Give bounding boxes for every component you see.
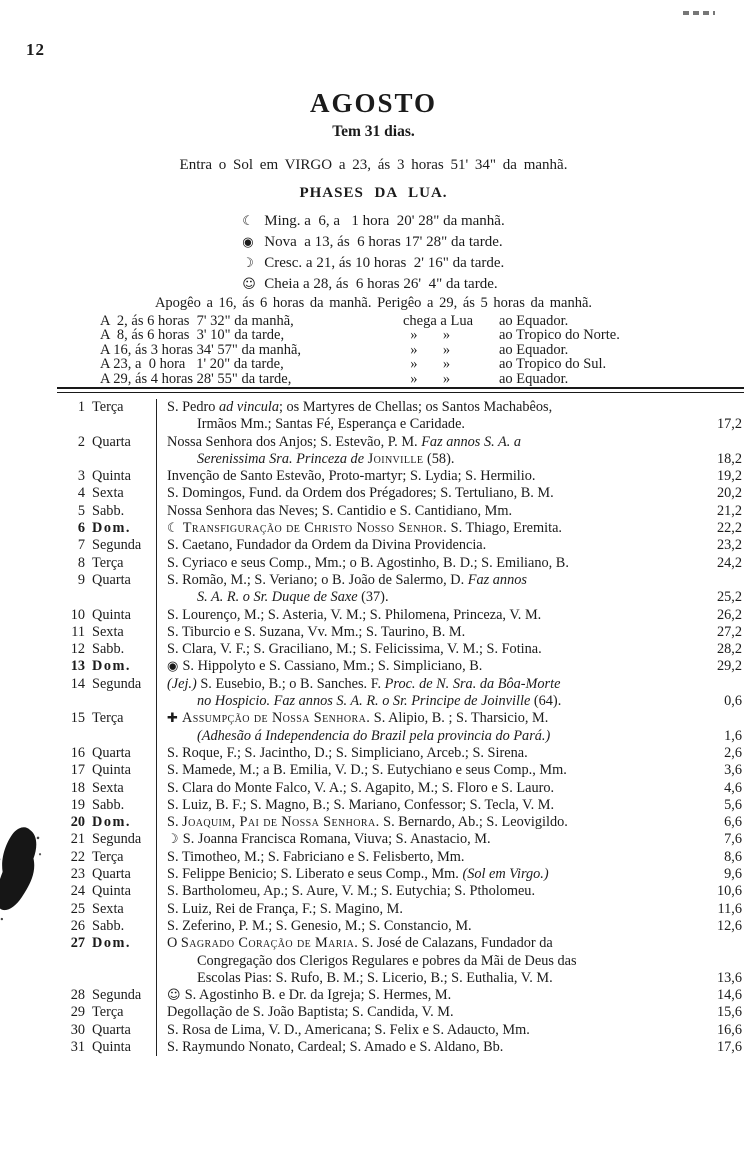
calendar-row <box>57 710 744 745</box>
moon-age-value: 26,2 <box>716 606 742 623</box>
calendar-row <box>57 780 744 797</box>
entry-text: (64). <box>530 693 562 710</box>
calendar-row <box>57 676 744 711</box>
entry-body <box>156 434 744 469</box>
day-number: 10 <box>70 606 85 623</box>
weekday-label: Terça <box>92 399 124 415</box>
day-number: 13 <box>70 658 85 675</box>
weekday-label: Quarta <box>92 571 131 588</box>
entry-text: S. Tiburcio e S. Suzana, Vv. Mm.; S. Taurino, B. M. <box>167 623 466 640</box>
calendar-row <box>57 555 744 572</box>
moon-position-ditto: » » <box>403 341 451 358</box>
entry-text: no Hospicio. Faz annos S. A. R. o Sr. Principe de Joinville <box>197 693 531 710</box>
moon-age-value: 11,6 <box>717 900 742 917</box>
calendar-row <box>57 658 744 675</box>
moon-age-value: 9,6 <box>724 866 742 883</box>
day-number: 19 <box>70 796 85 813</box>
day-number: 6 <box>77 520 85 537</box>
moon-age-value: 17,2 <box>716 416 742 433</box>
entry-text: S. Caetano, Fundador da Ordem da Divina Providencia. <box>167 537 487 554</box>
entry-text: Serenissima Sra. Princeza de <box>197 450 368 467</box>
day-number: 12 <box>70 641 85 658</box>
moon-age-value: 7,6 <box>724 831 742 848</box>
day-number: 11 <box>71 623 85 640</box>
weekday-label: Quinta <box>92 883 131 900</box>
weekday-label: Sexta <box>92 900 124 917</box>
calendar-row <box>57 399 744 434</box>
moon-age-value: 6,6 <box>724 814 742 831</box>
new-moon-icon: ◉ <box>242 235 254 250</box>
moon-age-value: 8,6 <box>724 848 742 865</box>
weekday-label: Quarta <box>92 744 131 761</box>
moon-age-value: 25,2 <box>716 589 742 606</box>
day-number: 5 <box>77 502 85 519</box>
moon-age-value: 13,6 <box>716 969 742 986</box>
weekday-label: Dom. <box>92 520 131 537</box>
cross-icon: ✚ <box>167 711 183 727</box>
entry-text: S. Hippolyto e S. Cassiano, Mm.; S. Simpliciano, B. <box>182 658 483 675</box>
moon-position-ditto: » » <box>403 327 451 344</box>
entry-line <box>167 883 742 900</box>
moon-phases-list <box>242 211 504 295</box>
entry-line <box>167 918 742 935</box>
entry-body <box>156 676 744 711</box>
entry-body <box>156 641 744 658</box>
moon-position-destination: ao Tropico do Norte. <box>499 327 620 344</box>
entry-line <box>167 658 742 675</box>
entry-text: (Jej.) <box>167 675 197 692</box>
moon-position-row <box>100 343 620 357</box>
entry-text: S. Felippe Benicio; S. Liberato e seus Comp., Mm. <box>167 866 463 883</box>
calendar-row <box>57 762 744 779</box>
entry-line <box>167 537 742 554</box>
moon-age-value: 15,6 <box>716 1004 742 1021</box>
weekday-label: Terça <box>92 554 124 571</box>
entry-body <box>156 607 744 624</box>
entry-text: Transfiguração de Christo Nosso Senhor. <box>182 520 448 537</box>
calendar-row <box>57 1004 744 1021</box>
entry-body <box>156 1004 744 1021</box>
weekday-label: Quinta <box>92 762 131 779</box>
calendar-row <box>57 935 744 987</box>
moon-age-value: 16,6 <box>716 1021 742 1038</box>
entry-text: S. Luiz, Rei de França, F.; S. Magino, M. <box>167 900 403 917</box>
double-rule-divider <box>57 387 744 393</box>
entry-text: Degollação de S. João Baptista; S. Candida, V. M. <box>167 1004 454 1021</box>
calendar-row <box>57 503 744 520</box>
entry-line <box>167 780 742 797</box>
calendar-row <box>57 918 744 935</box>
moon-position-destination: ao Equador. <box>499 341 569 358</box>
entry-line <box>167 762 742 779</box>
entry-line <box>167 831 742 848</box>
calendar-row <box>57 537 744 554</box>
entry-line <box>167 814 742 831</box>
calendar-row <box>57 434 744 469</box>
day-number: 27 <box>70 935 85 952</box>
entry-text: (Sol em Virgo.) <box>462 866 549 883</box>
entry-text: S. Bernardo, Ab.; S. Leovigildo. <box>379 814 568 831</box>
entry-text: S. Roque, F.; S. Jacintho, D.; S. Simpliciano, Arceb.; S. Sirena. <box>167 744 528 761</box>
moon-age-value: 2,6 <box>724 744 742 761</box>
calendar-row <box>57 624 744 641</box>
moon-position-row <box>100 314 620 328</box>
new-moon-icon: ◉ <box>167 659 183 675</box>
day-number: 16 <box>70 744 85 761</box>
entry-body <box>156 866 744 883</box>
entry-body <box>156 485 744 502</box>
day-number: 20 <box>70 814 85 831</box>
entry-text: Faz annos <box>467 571 527 588</box>
calendar-row <box>57 797 744 814</box>
entry-line <box>167 797 742 814</box>
moon-age-value: 12,6 <box>716 917 742 934</box>
day-number: 7 <box>77 537 85 554</box>
moon-position-destination: ao Equador. <box>499 370 569 387</box>
entry-text: S. Romão, M.; S. Veriano; o B. João de Salermo, D. <box>167 571 468 588</box>
entry-text: O <box>167 935 181 952</box>
calendar-row <box>57 987 744 1004</box>
moon-age-value: 14,6 <box>716 987 742 1004</box>
entry-text: Escolas Pias: S. Rufo, B. M.; S. Licerio, B.; S. Euthalia, V. M. <box>197 969 553 986</box>
moon-phase-line <box>242 253 504 274</box>
entry-text: S. Timotheo, M.; S. Fabriciano e S. Felisberto, Mm. <box>167 848 465 865</box>
entry-body <box>156 503 744 520</box>
calendar-row <box>57 1039 744 1056</box>
entry-text: S. Alipio, B. ; S. Tharsicio, M. <box>370 710 549 727</box>
moon-age-value: 4,6 <box>724 779 742 796</box>
moon-age-value: 17,6 <box>716 1038 742 1055</box>
entry-line <box>167 935 742 952</box>
moon-position-row <box>100 328 620 342</box>
moon-age-value: 22,2 <box>716 520 742 537</box>
entry-text: S. Rosa de Lima, V. D., Americana; S. Felix e S. Adaucto, Mm. <box>167 1021 530 1038</box>
day-number: 17 <box>70 762 85 779</box>
entry-line <box>167 849 742 866</box>
entry-body <box>156 624 744 641</box>
calendar-row <box>57 572 744 607</box>
ink-blot <box>0 822 47 934</box>
full-moon-icon: ☺ <box>242 277 256 292</box>
calendar-row <box>57 901 744 918</box>
moon-position-row <box>100 357 620 371</box>
entry-body <box>156 710 744 745</box>
crescent-moon-icon: ☽ <box>242 256 254 271</box>
day-number: 21 <box>70 831 85 848</box>
page-header <box>0 88 747 312</box>
moon-phase-text: Ming. a 6, a 1 hora 20' 28" da manhã. <box>264 213 505 229</box>
entry-line <box>167 728 742 745</box>
moon-position-ditto: » » <box>403 356 451 373</box>
entry-body <box>156 883 744 900</box>
weekday-label: Quinta <box>92 1038 131 1055</box>
sun-entry-line: Entra o Sol em VIRGO a 23, ás 3 horas 51' 34" da manhã. <box>179 157 568 173</box>
weekday-label: Quarta <box>92 1021 131 1038</box>
day-number: 24 <box>70 883 85 900</box>
calendar-table <box>57 399 744 1056</box>
entry-text: Joinville <box>367 450 424 467</box>
weekday-label: Segunda <box>92 831 142 848</box>
day-number: 2 <box>77 433 85 450</box>
entry-line <box>167 572 742 589</box>
entry-body <box>156 572 744 607</box>
entry-body <box>156 918 744 935</box>
moon-age-value: 24,2 <box>716 554 742 571</box>
day-number: 18 <box>70 779 85 796</box>
weekday-label: Dom. <box>92 658 131 675</box>
day-number: 25 <box>70 900 85 917</box>
entry-body <box>156 814 744 831</box>
entry-text: Irmãos Mm.; Santas Fé, Esperança e Caridade. <box>197 416 465 433</box>
entry-body <box>156 1039 744 1056</box>
moon-position-row <box>100 372 620 386</box>
moon-age-value: 10,6 <box>716 883 742 900</box>
entry-body <box>156 762 744 779</box>
entry-text: Proc. de N. Sra. da Bôa-Morte <box>384 675 561 692</box>
entry-text: ad vincula <box>219 399 279 415</box>
moon-phase-line <box>242 211 504 232</box>
entry-body <box>156 520 744 537</box>
calendar-row <box>57 641 744 658</box>
weekday-label: Terça <box>92 1004 124 1021</box>
calendar-row <box>57 607 744 624</box>
moon-age-value: 18,2 <box>716 450 742 467</box>
entry-line <box>167 555 742 572</box>
entry-line <box>167 468 742 485</box>
calendar-row <box>57 1022 744 1039</box>
entry-body <box>156 399 744 434</box>
entry-body <box>156 901 744 918</box>
weekday-label: Segunda <box>92 537 142 554</box>
moon-age-value: 29,2 <box>716 658 742 675</box>
day-number: 31 <box>70 1038 85 1055</box>
weekday-label: Dom. <box>92 814 131 831</box>
waning-moon-icon: ☾ <box>167 521 183 537</box>
entry-body <box>156 745 744 762</box>
entry-body <box>156 658 744 675</box>
entry-line <box>167 624 742 641</box>
moon-position-time: A 23, a 0 hora 1' 20" da tarde, <box>100 356 284 373</box>
entry-line <box>167 451 742 468</box>
moon-phase-text: Cheia a 28, ás 6 horas 26' 4" da tarde. <box>264 276 498 292</box>
day-number: 28 <box>70 987 85 1004</box>
entry-text: S. Raymundo Nonato, Cardeal; S. Amado e S. Aldano, Bb. <box>167 1038 504 1055</box>
day-number: 30 <box>70 1021 85 1038</box>
weekday-label: Dom. <box>92 935 131 952</box>
entry-text: Joaquim, Pai de Nossa Senhora. <box>182 814 380 831</box>
moon-age-value: 5,6 <box>724 796 742 813</box>
moon-age-value: 0,6 <box>724 693 742 710</box>
weekday-label: Sabb. <box>92 502 125 519</box>
moon-position-ditto: » » <box>403 370 451 387</box>
entry-body <box>156 797 744 814</box>
days-count: Tem 31 dias. <box>332 123 415 140</box>
page-number: 12 <box>26 40 45 59</box>
moon-position-destination: ao Tropico do Sul. <box>499 356 607 373</box>
entry-body <box>156 831 744 848</box>
weekday-label: Sabb. <box>92 796 125 813</box>
weekday-label: Quinta <box>92 468 131 485</box>
weekday-label: Sabb. <box>92 917 125 934</box>
entry-body <box>156 935 744 987</box>
entry-text: S. José de Calazans, Fundador da <box>358 935 553 952</box>
entry-line <box>167 953 742 970</box>
day-number: 15 <box>70 710 85 727</box>
entry-body <box>156 780 744 797</box>
day-number: 26 <box>70 917 85 934</box>
entry-line <box>167 520 742 537</box>
entry-text: S. Domingos, Fund. da Ordem dos Prégadores; S. Tertuliano, B. M. <box>167 485 554 502</box>
day-number: 1 <box>77 399 85 415</box>
entry-line <box>167 1022 742 1039</box>
day-number: 3 <box>77 468 85 485</box>
weekday-label: Sexta <box>92 779 124 796</box>
entry-line <box>167 607 742 624</box>
calendar-row <box>57 883 744 900</box>
entry-text: S. Luiz, B. F.; S. Magno, B.; S. Mariano, Confessor; S. Tecla, V. M. <box>167 796 555 813</box>
weekday-label: Sexta <box>92 623 124 640</box>
weekday-label: Sabb. <box>92 641 125 658</box>
entry-body <box>156 987 744 1004</box>
weekday-label: Segunda <box>92 987 142 1004</box>
entry-body <box>156 537 744 554</box>
entry-line <box>167 485 742 502</box>
entry-body <box>156 1022 744 1039</box>
entry-text: (37). <box>357 589 389 606</box>
entry-text: S. Lourenço, M.; S. Asteria, V. M.; S. Philomena, Princeza, V. M. <box>167 606 542 623</box>
entry-text: S. Cyriaco e seus Comp., Mm.; o B. Agostinho, B. D.; S. Emiliano, B. <box>167 554 569 571</box>
moon-position-time: A 16, ás 3 horas 34' 57" da manhã, <box>100 341 302 358</box>
moon-phase-text: Nova a 13, ás 6 horas 17' 28" da tarde. <box>264 234 503 250</box>
entry-text: ; os Martyres de Chellas; os Santos Machabêos, <box>278 399 553 415</box>
moon-phase-line <box>242 232 504 253</box>
entry-text: S. A. R. o Sr. Duque de Saxe <box>197 589 358 606</box>
entry-line <box>167 866 742 883</box>
entry-line <box>167 745 742 762</box>
entry-text: Invenção de Santo Estevão, Proto-martyr; S. Lydia; S. Hermilio. <box>167 468 536 485</box>
entry-text: S. Clara do Monte Falco, V. A.; S. Agapito, M.; S. Floro e S. Lauro. <box>167 779 555 796</box>
day-number: 29 <box>70 1004 85 1021</box>
entry-text: S. Pedro <box>167 399 220 415</box>
entry-text: S. Mamede, M.; a B. Emilia, V. D.; S. Eutychiano e seus Comp., Mm. <box>167 762 567 779</box>
entry-line <box>167 676 742 693</box>
calendar-row <box>57 849 744 866</box>
calendar-row <box>57 468 744 485</box>
entry-line <box>167 1004 742 1021</box>
entry-body <box>156 849 744 866</box>
entry-line <box>167 416 742 433</box>
moon-position-ditto: chega a Lua <box>403 313 474 329</box>
moon-age-value: 27,2 <box>716 623 742 640</box>
weekday-label: Quarta <box>92 866 131 883</box>
entry-text: Assumpção de Nossa Senhora. <box>182 710 371 727</box>
calendar-row <box>57 814 744 831</box>
entry-text: (Adhesão á Independencia do Brazil pela provincia do Pará.) <box>197 727 551 744</box>
day-number: 23 <box>70 866 85 883</box>
calendar-row <box>57 831 744 848</box>
entry-text: S. Bartholomeu, Ap.; S. Aure, V. M.; S. Eutychia; S. Ptholomeu. <box>167 883 536 900</box>
moon-age-value: 28,2 <box>716 641 742 658</box>
calendar-row <box>57 520 744 537</box>
day-number: 9 <box>77 571 85 588</box>
moon-position-time: A 2, ás 6 horas 7' 32" da manhã, <box>100 313 294 329</box>
weekday-label: Terça <box>92 710 124 727</box>
moon-phase-text: Cresc. a 21, ás 10 horas 2' 16" da tarde. <box>264 255 505 271</box>
entry-line <box>167 710 742 727</box>
entry-text: S. Agostinho B. e Dr. da Igreja; S. Hermes, M. <box>184 987 452 1004</box>
entry-line <box>167 901 742 918</box>
day-number: 22 <box>70 848 85 865</box>
moon-phases-title: PHASES DA LUA. <box>299 185 448 201</box>
entry-line <box>167 503 742 520</box>
moon-age-value: 3,6 <box>724 762 742 779</box>
moon-age-value: 21,2 <box>716 502 742 519</box>
entry-text: S. Eusebio, B.; o B. Sanches. F. <box>196 675 385 692</box>
entry-line <box>167 987 742 1004</box>
entry-line <box>167 970 742 987</box>
day-number: 8 <box>77 554 85 571</box>
weekday-label: Terça <box>92 848 124 865</box>
weekday-label: Quinta <box>92 606 131 623</box>
entry-line <box>167 641 742 658</box>
entry-line <box>167 693 742 710</box>
apogee-perigee-line: Apogêo a 16, ás 6 horas da manhã. Perigêo a 29, ás 5 horas da manhã. <box>154 295 593 311</box>
entry-text: S. <box>167 814 183 831</box>
moon-age-value: 20,2 <box>716 485 742 502</box>
waning-moon-icon: ☾ <box>242 214 254 229</box>
calendar-row <box>57 866 744 883</box>
entry-text: Nossa Senhora dos Anjos; S. Estevão, P. M. <box>167 433 422 450</box>
entry-text: S. Joanna Francisca Romana, Viuva; S. Anastacio, M. <box>182 831 491 848</box>
weekday-label: Segunda <box>92 675 142 692</box>
entry-text: S. Zeferino, P. M.; S. Genesio, M.; S. Constancio, M. <box>167 917 472 934</box>
moon-age-value: 19,2 <box>716 468 742 485</box>
entry-line <box>167 589 742 606</box>
entry-body <box>156 468 744 485</box>
month-title: AGOSTO <box>309 88 438 118</box>
entry-text: Congregação dos Clerigos Regulares e pobres da Mãi de Deus das <box>197 952 577 969</box>
full-moon-icon: ☺ <box>167 988 185 1004</box>
entry-text: Sagrado Coração de Maria. <box>180 935 359 952</box>
entry-text: Faz annos S. A. a <box>421 433 522 450</box>
moon-age-value: 1,6 <box>724 727 742 744</box>
entry-text: (58). <box>423 450 455 467</box>
entry-text: Nossa Senhora das Neves; S. Cantidio e S. Cantidiano, Mm. <box>167 502 513 519</box>
moon-position-destination: ao Equador. <box>499 313 569 329</box>
crescent-moon-icon: ☽ <box>167 832 183 848</box>
moon-phase-line <box>242 274 504 295</box>
day-number: 4 <box>77 485 85 502</box>
moon-age-value: 23,2 <box>716 537 742 554</box>
weekday-label: Quarta <box>92 433 131 450</box>
entry-line <box>167 1039 742 1056</box>
calendar-row <box>57 485 744 502</box>
entry-body <box>156 555 744 572</box>
ink-smudge <box>683 11 715 15</box>
entry-line <box>167 399 742 416</box>
weekday-label: Sexta <box>92 485 124 502</box>
entry-line <box>167 434 742 451</box>
entry-text: S. Thiago, Eremita. <box>447 520 562 537</box>
day-number: 14 <box>70 675 85 692</box>
moon-position-time: A 29, ás 4 horas 28' 55" da tarde, <box>100 370 292 387</box>
entry-text: S. Clara, V. F.; S. Graciliano, M.; S. Felicissima, V. M.; S. Fotina. <box>167 641 542 658</box>
calendar-row <box>57 745 744 762</box>
moon-positions-list <box>100 314 620 386</box>
moon-position-time: A 8, ás 6 horas 3' 10" da tarde, <box>100 327 285 344</box>
